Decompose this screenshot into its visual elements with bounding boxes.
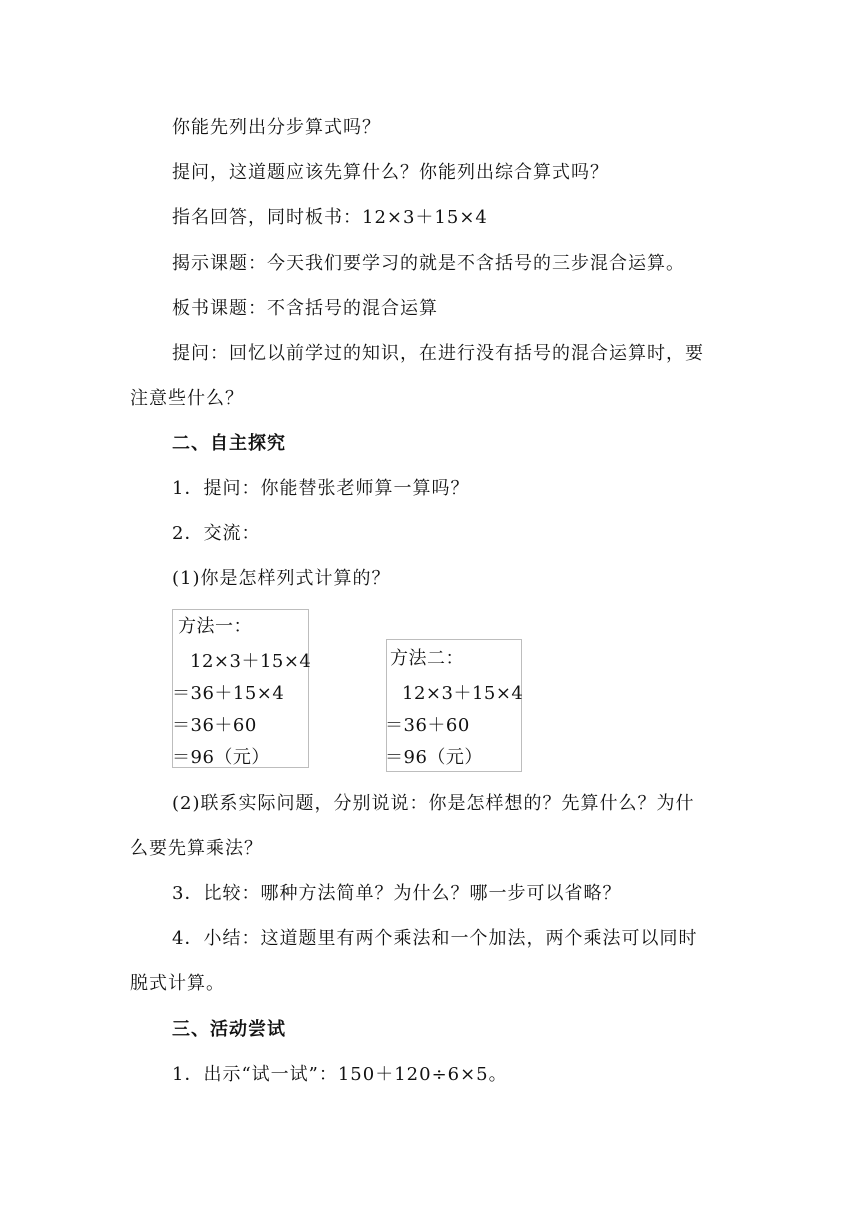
paragraph-continuation: 注意些什么？ (130, 388, 244, 409)
method-one-line: 12×3＋15×4 (190, 651, 312, 672)
paragraph: 3．比较：哪种方法简单？为什么？哪一步可以省略？ (172, 883, 622, 904)
paragraph: 你能先列出分步算式吗？ (172, 117, 381, 138)
paragraph: 提问：回忆以前学过的知识，在进行没有括号的混合运算时，要 (172, 343, 704, 364)
method-two-line: ＝36＋60 (385, 715, 470, 736)
method-one-line: ＝36＋15×4 (172, 683, 285, 704)
section-heading: 三、活动尝试 (172, 1019, 286, 1040)
method-two-line: 12×3＋15×4 (402, 683, 524, 704)
paragraph: 1．提问：你能替张老师算一算吗？ (172, 478, 470, 499)
paragraph: 1．出示“试一试”：150＋120÷6×5。 (172, 1064, 508, 1085)
method-one-line: ＝36＋60 (172, 715, 257, 736)
method-two-line: ＝96（元） (385, 747, 483, 768)
method-one-title: 方法一： (178, 616, 252, 637)
paragraph: 提问，这道题应该先算什么？你能列出综合算式吗？ (172, 162, 609, 183)
paragraph-continuation: 脱式计算。 (130, 973, 225, 994)
paragraph: 揭示课题：今天我们要学习的就是不含括号的三步混合运算。 (172, 253, 685, 274)
paragraph: 2．交流： (172, 523, 261, 544)
paragraph: 指名回答，同时板书：12×3＋15×4 (172, 207, 488, 228)
paragraph: 板书课题：不含括号的混合运算 (172, 298, 438, 319)
section-heading: 二、自主探究 (172, 433, 286, 454)
method-two-title: 方法二： (390, 648, 464, 669)
paragraph: (1)你是怎样列式计算的？ (172, 568, 391, 589)
paragraph-continuation: 么要先算乘法？ (130, 838, 263, 859)
paragraph: (2)联系实际问题，分别说说：你是怎样想的？先算什么？为什 (172, 793, 695, 814)
method-one-line: ＝96（元） (172, 747, 270, 768)
paragraph: 4．小结：这道题里有两个乘法和一个加法，两个乘法可以同时 (172, 928, 698, 949)
